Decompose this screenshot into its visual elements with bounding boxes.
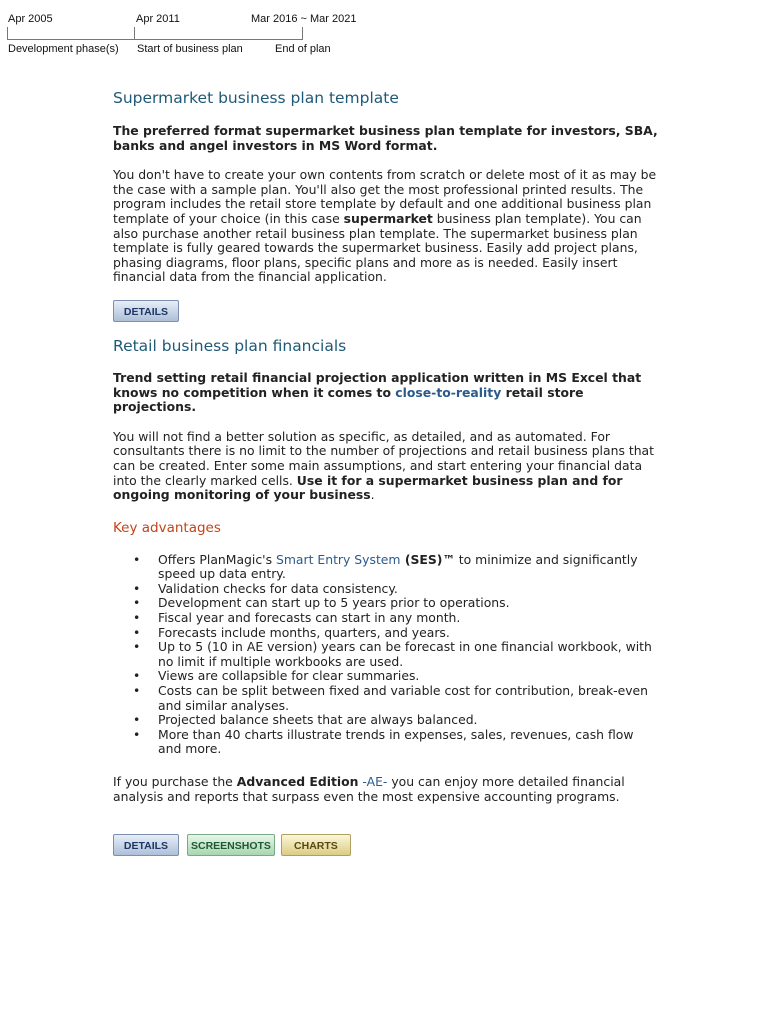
section-title-template: Supermarket business plan template [113,89,399,107]
list-item: • Up to 5 (10 in AE version) years can be forecast in one financial workbook, with no limit if multiple workbooks are used. [133,639,652,669]
bullet-icon: • [133,610,141,626]
bullet-icon: • [133,551,141,567]
advanced-edition-link[interactable]: -AE- [358,774,388,789]
list-item: • Forecasts include months, quarters, and years. [133,624,450,640]
bullet-icon: • [133,726,141,742]
bullet-icon: • [133,580,141,596]
timeline-tick [302,27,303,39]
template-lead: The preferred format supermarket business plan template for investors, SBA, banks and angel investors in MS Word format. [113,123,658,153]
bullet-icon: • [133,668,141,684]
bullet-icon: • [133,712,141,728]
closing-paragraph: If you purchase the Advanced Edition -AE- you can enjoy more detailed financial analysis and reports that surpass even the most expensive accounting programs. [113,774,625,804]
timeline-label-development: Development phase(s) [8,43,119,55]
list-item: • Development can start up to 5 years prior to operations. [133,595,510,611]
list-item: • Validation checks for data consistency. [133,580,398,596]
main-content [113,88,658,856]
timeline [0,0,768,70]
list-item: • More than 40 charts illustrate trends in expenses, sales, revenues, cash flow and more. [133,726,634,757]
list-item: • Fiscal year and forecasts can start in any month. [133,610,461,626]
timeline-tick [7,27,8,39]
timeline-date-end: Mar 2016 ~ Mar 2021 [251,13,357,25]
close-to-reality-link[interactable]: close-to-reality [395,384,502,400]
bullet-icon: • [133,624,141,640]
financials-description: You will not find a better solution as specific, as detailed, and as automated. For consultants there is no limit to the number of projections and retail business plans that can be created. Enter some main assumptions, and start entering your financial data into the clearly marked cells. Use it for a supermarket business plan and for ongoing monitoring of your business. [113,428,655,503]
bullet-icon: • [133,595,141,611]
bullet-icon: • [133,639,141,655]
list-item: • Offers PlanMagic's Smart Entry System (SES)™ to minimize and significantly speed up data entry. [133,551,638,582]
screenshots-button[interactable]: SCREENSHOTS [187,834,275,856]
key-advantages-title: Key advantages [113,519,221,536]
details-button[interactable]: DETAILS [113,300,179,322]
financials-lead: Trend setting retail financial projection application written in MS Excel that knows no competition when it comes to close-to-reality retail store projections. [113,369,642,415]
timeline-label-start: Start of business plan [137,43,243,55]
timeline-tick [134,27,135,39]
charts-button[interactable]: CHARTS [281,834,351,856]
template-description: You don't have to create your own contents from scratch or delete most of it as may be the case with a sample plan. You'll also get the most professional printed results. The program includes the retail store template by default and one additional business plan template of your choice (in this case supermarket business plan template). You can also purchase another retail business plan template. The supermarket business plan template is fully geared towards the supermarket business. Easily add project plans, phasing diagrams, floor plans, specific plans and more as is needed. Easily insert financial data from the financial application. [113,167,657,285]
list-item: • Projected balance sheets that are always balanced. [133,712,478,728]
list-item: • Costs can be split between fixed and variable cost for contribution, break-even and similar analyses. [133,683,649,713]
timeline-line [7,39,303,40]
bullet-icon: • [133,683,141,699]
details-button-bottom[interactable]: DETAILS [113,834,179,856]
list-item: • Views are collapsible for clear summaries. [133,668,420,684]
timeline-label-end: End of plan [275,43,331,55]
timeline-date-start: Apr 2005 [8,13,53,25]
smart-entry-system-link[interactable]: Smart Entry System [275,551,401,567]
advantages-list [113,553,658,757]
section-title-financials: Retail business plan financials [113,336,347,355]
timeline-date-business-start: Apr 2011 [136,13,180,25]
bottom-button-bar [113,834,658,856]
